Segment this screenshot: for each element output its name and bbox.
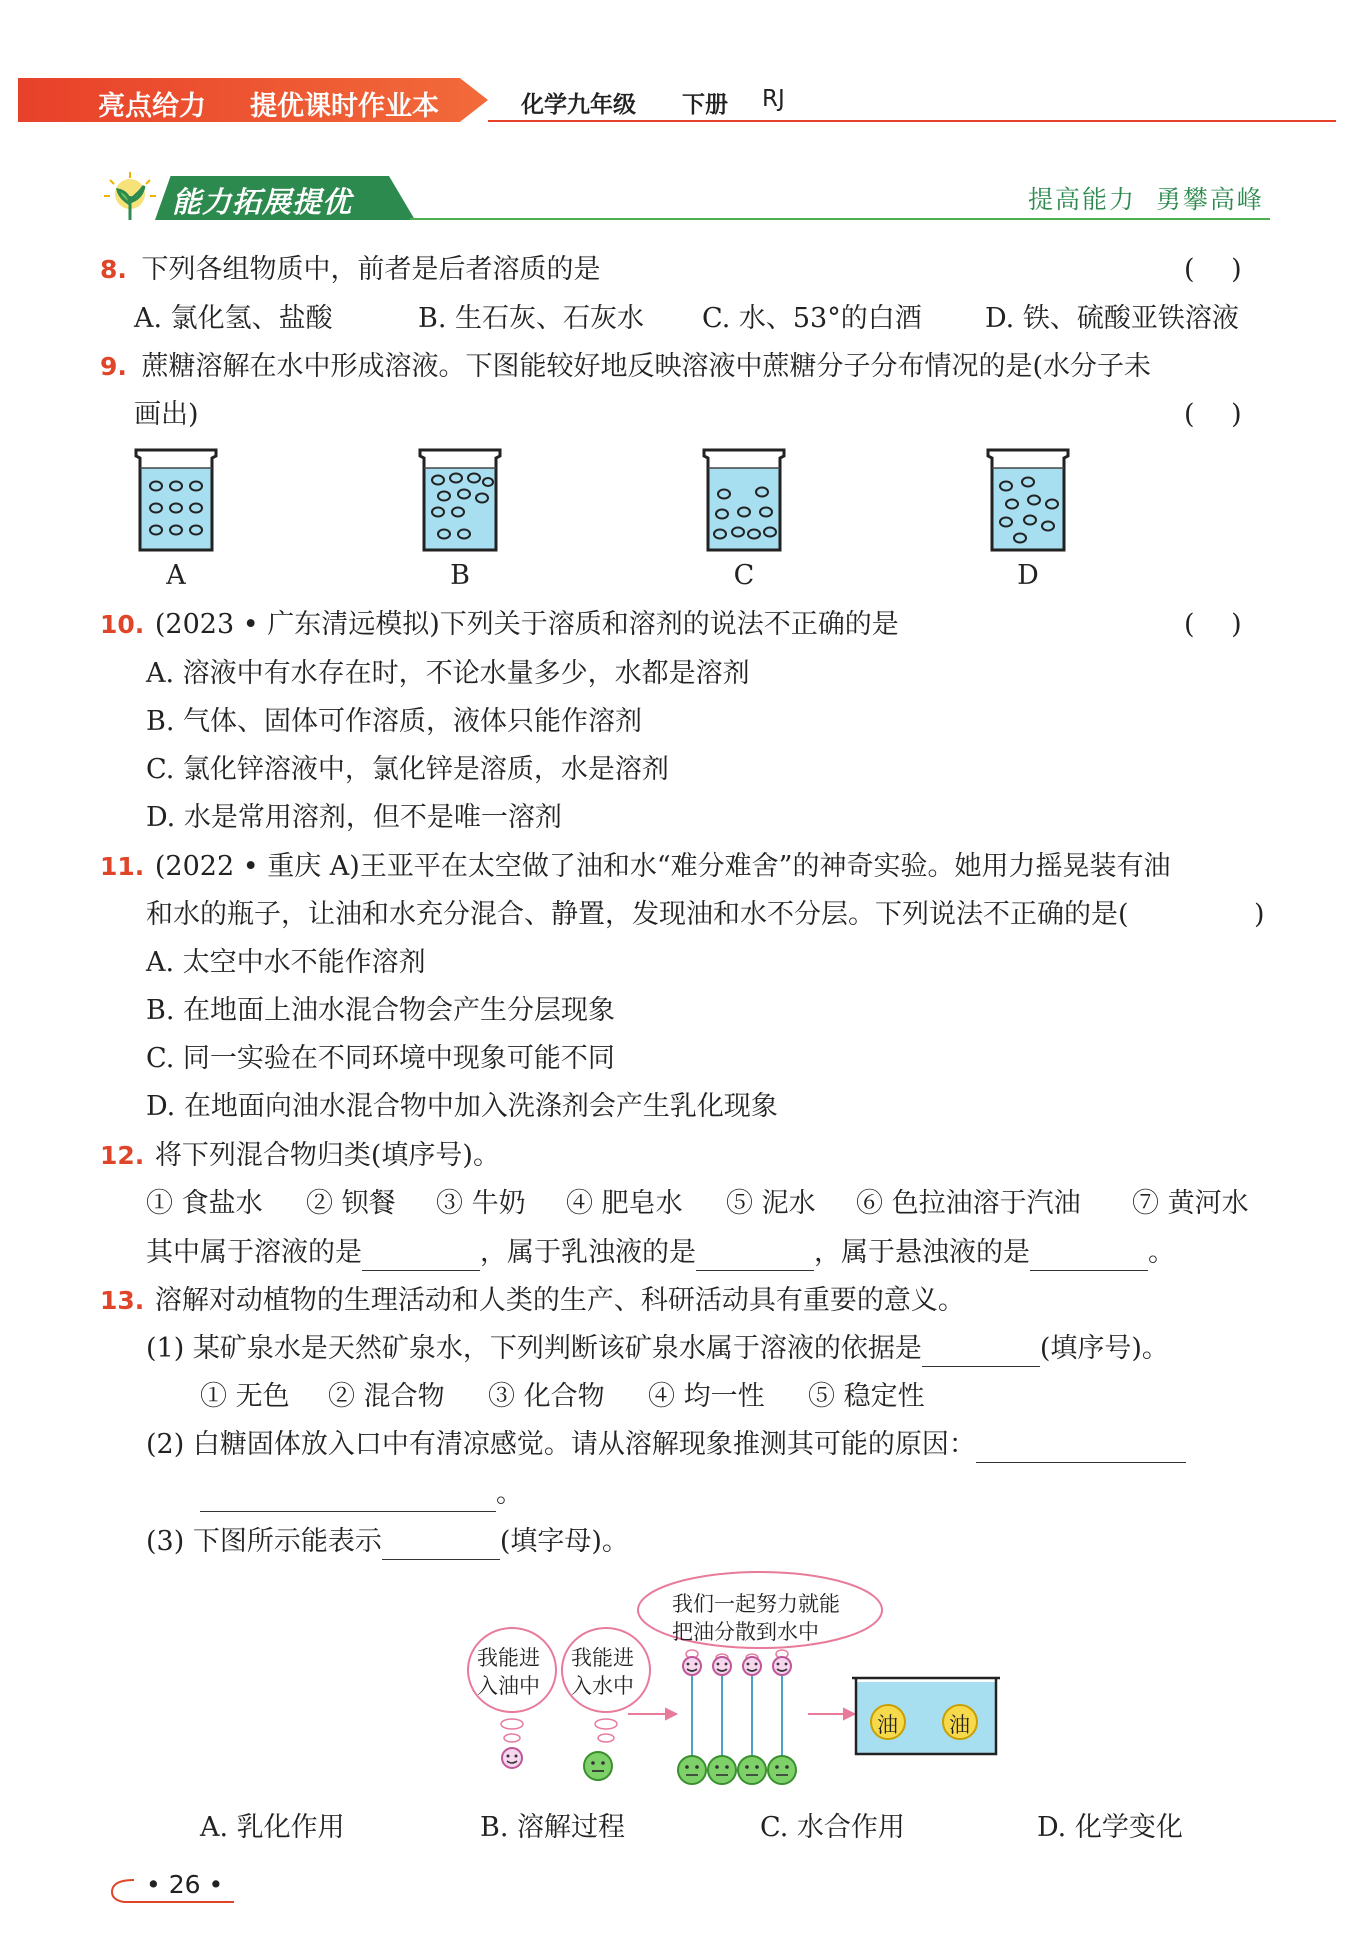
- fill-label-emulsion: ，属于乳浊液的是: [480, 1237, 696, 1268]
- q13-p1-item-4: ④ 均一性: [648, 1381, 765, 1412]
- q12-item-5: ⑤ 泥水: [726, 1188, 816, 1219]
- header-subtitle: 提优课时作业本: [250, 91, 439, 122]
- q12-item-1: ① 食盐水: [146, 1188, 263, 1219]
- q11-option-a: A. 太空中水不能作溶剂: [146, 947, 426, 978]
- bubble-1-line-1: 我能进: [477, 1646, 540, 1670]
- q11-option-b: B. 在地面上油水混合物会产生分层现象: [146, 995, 616, 1026]
- question-12: [100, 1138, 500, 1174]
- fill-end: 。: [1148, 1237, 1175, 1268]
- q12-fill-line: [146, 1235, 1175, 1271]
- bubble-1-line-2: 入油中: [477, 1674, 540, 1698]
- beaker-label-d: D: [1017, 560, 1039, 591]
- header-rule: [488, 120, 1336, 122]
- header-edition: RJ: [762, 86, 785, 112]
- q10-option-d: D. 水是常用溶剂，但不是唯一溶剂: [146, 802, 562, 833]
- part-2-text: (2) 白糖固体放入口中有清凉感觉。请从溶解现象推测其可能的原因：: [146, 1429, 976, 1460]
- q13-option-d: D. 化学变化: [1037, 1812, 1183, 1843]
- bubble-3-line-1: 我们一起努力就能: [672, 1592, 840, 1616]
- oil-label-2: 油: [949, 1713, 970, 1737]
- question-stem: 蔗糖溶解在水中形成溶液。下图能较好地反映溶液中蔗糖分子分布情况的是(水分子未: [141, 351, 1152, 382]
- q13-p1-item-2: ② 混合物: [328, 1381, 445, 1412]
- fill-label-suspension: ，属于悬浊液的是: [814, 1237, 1030, 1268]
- q13-p1-item-3: ③ 化合物: [488, 1381, 605, 1412]
- q8-option-b: B. 生石灰、石灰水: [418, 303, 645, 334]
- question-8: [100, 252, 601, 288]
- answer-blank-p3[interactable]: [382, 1529, 500, 1560]
- part-2-end: 。: [496, 1478, 523, 1509]
- beaker-label-c: C: [733, 560, 755, 591]
- section-banner: [100, 170, 1270, 226]
- question-number: 9.: [100, 352, 127, 381]
- question-10: [100, 607, 899, 643]
- question-stem-cont: 画出): [134, 399, 199, 430]
- q12-item-6: ⑥ 色拉油溶于汽油: [856, 1188, 1081, 1219]
- surfactant-group: [678, 1657, 796, 1784]
- answer-paren: ( ): [1184, 399, 1256, 430]
- question-number: 12.: [100, 1141, 145, 1170]
- bubble-2-line-1: 我能进: [571, 1646, 634, 1670]
- q13-part-2: [146, 1427, 1186, 1463]
- q12-item-3: ③ 牛奶: [436, 1188, 526, 1219]
- q13-p1-item-5: ⑤ 稳定性: [808, 1381, 925, 1412]
- section-title: 能力拓展提优: [172, 185, 353, 219]
- q12-item-7: ⑦ 黄河水: [1132, 1188, 1249, 1219]
- bubble-2-line-2: 入水中: [571, 1674, 634, 1698]
- q8-option-c: C. 水、53°的白酒: [702, 303, 922, 334]
- question-stem: 将下列混合物归类(填序号)。: [154, 1140, 500, 1171]
- arrow-icon: [808, 1709, 854, 1719]
- q13-p1-item-1: ① 无色: [200, 1381, 290, 1412]
- beaker-label-b: B: [450, 560, 470, 591]
- question-stem: (2022 • 重庆 A)王亚平在太空做了油和水“难分难舍”的神奇实验。她用力摇晃装有油: [154, 851, 1171, 882]
- answer-blank-p2b[interactable]: [200, 1481, 496, 1512]
- q13-part-2-cont: [200, 1476, 523, 1512]
- answer-blank-p1[interactable]: [922, 1336, 1040, 1367]
- question-stem: (2023 • 广东清远模拟)下列关于溶质和溶剂的说法不正确的是: [154, 609, 899, 640]
- q13-part-3: [146, 1524, 629, 1560]
- q13-part-1: [146, 1331, 1169, 1367]
- sprout-icon: [100, 170, 160, 226]
- surfactant-icon: [502, 1748, 522, 1768]
- beaker-d: [982, 446, 1074, 554]
- water-tank: [852, 1678, 1000, 1754]
- part-1-text: (1) 某矿泉水是天然矿泉水，下列判断该矿泉水属于溶液的依据是: [146, 1333, 922, 1364]
- q10-option-b: B. 气体、固体可作溶质，液体只能作溶剂: [146, 706, 643, 737]
- beaker-a: [130, 446, 222, 554]
- q10-option-c: C. 氯化锌溶液中，氯化锌是溶质，水是溶剂: [146, 754, 669, 785]
- header-bar: [18, 78, 1336, 124]
- header-brand: 亮点给力: [98, 91, 206, 122]
- question-stem: 溶解对动植物的生理活动和人类的生产、科研活动具有重要的意义。: [154, 1285, 965, 1316]
- header-volume: 下册: [682, 92, 728, 118]
- surfactant-icon: [584, 1752, 612, 1780]
- section-rule: [410, 218, 1270, 220]
- q11-option-c: C. 同一实验在不同环境中现象可能不同: [146, 1043, 615, 1074]
- q11-option-d: D. 在地面向油水混合物中加入洗涤剂会产生乳化现象: [146, 1091, 778, 1122]
- question-stem: 下列各组物质中，前者是后者溶质的是: [141, 254, 601, 285]
- q8-option-a: A. 氯化氢、盐酸: [134, 303, 333, 334]
- q12-item-2: ② 钡餐: [306, 1188, 396, 1219]
- oil-label-1: 油: [877, 1713, 898, 1737]
- section-motto: 提高能力 勇攀高峰: [1028, 185, 1264, 214]
- q13-option-a: A. 乳化作用: [200, 1812, 345, 1843]
- question-13: [100, 1283, 965, 1319]
- page-number: • 26 •: [146, 1870, 224, 1899]
- question-number: 13.: [100, 1286, 145, 1315]
- answer-blank-emulsion[interactable]: [696, 1240, 814, 1271]
- answer-blank-solution[interactable]: [362, 1240, 480, 1271]
- bubble-3-line-2: 把油分散到水中: [672, 1620, 819, 1644]
- part-3-end: (填字母)。: [499, 1526, 629, 1557]
- answer-paren-close: ): [1254, 899, 1265, 930]
- q12-item-4: ④ 肥皂水: [566, 1188, 683, 1219]
- q13-option-c: C. 水合作用: [760, 1812, 905, 1843]
- question-stem-cont: 和水的瓶子，让油和水充分混合、静置，发现油和水不分层。下列说法不正确的是(: [146, 899, 1129, 930]
- question-number: 8.: [100, 255, 127, 284]
- beaker-b: [414, 446, 506, 554]
- answer-paren: ( ): [1184, 254, 1256, 285]
- answer-paren: ( ): [1184, 609, 1256, 640]
- q8-option-d: D. 铁、硫酸亚铁溶液: [985, 303, 1239, 334]
- question-11: [100, 849, 1170, 885]
- beaker-c: [698, 446, 790, 554]
- part-1-end: (填序号)。: [1039, 1333, 1169, 1364]
- beaker-label-a: A: [166, 560, 186, 591]
- fill-label-solution: 其中属于溶液的是: [146, 1237, 362, 1268]
- answer-blank-p2a[interactable]: [976, 1432, 1186, 1463]
- question-number: 10.: [100, 610, 145, 639]
- answer-blank-suspension[interactable]: [1030, 1240, 1148, 1271]
- header-book: 化学九年级: [521, 92, 636, 118]
- q13-option-b: B. 溶解过程: [480, 1812, 626, 1843]
- question-9: [100, 349, 1151, 385]
- question-number: 11.: [100, 852, 145, 881]
- part-3-text: (3) 下图所示能表示: [146, 1526, 382, 1557]
- q10-option-a: A. 溶液中有水存在时，不论水量多少，水都是溶剂: [146, 658, 750, 689]
- arrow-icon: [628, 1709, 676, 1719]
